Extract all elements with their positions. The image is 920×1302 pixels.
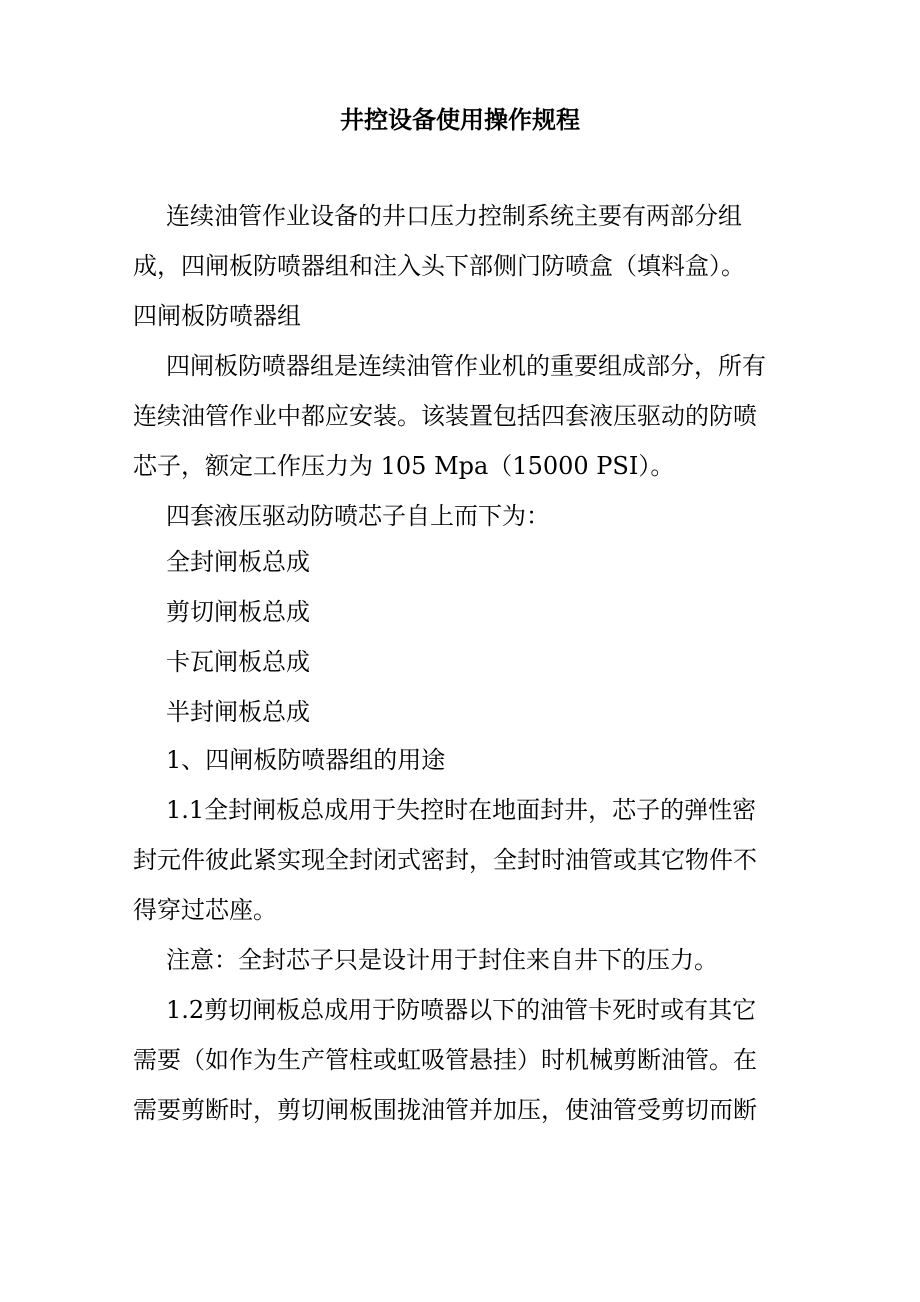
list-item: 半封闸板总成: [166, 698, 310, 726]
paragraph-line: 需要剪断时，剪切闸板围拢油管并加压，使油管受剪切而断: [133, 1096, 757, 1124]
document-title: 井控设备使用操作规程: [340, 105, 580, 134]
list-item: 剪切闸板总成: [166, 598, 310, 626]
paragraph-line: 1.2剪切闸板总成用于防喷器以下的油管卡死时或有其它: [166, 996, 757, 1024]
paragraph-line: 连续油管作业设备的井口压力控制系统主要有两部分组: [166, 202, 742, 230]
paragraph-line: 得穿过芯座。: [133, 896, 277, 924]
paragraph-line: 1.1全封闸板总成用于失控时在地面封井，芯子的弹性密: [166, 796, 757, 824]
note-line: 注意：全封芯子只是设计用于封住来自井下的压力。: [166, 946, 718, 974]
paragraph-line: 四套液压驱动防喷芯子自上而下为：: [166, 502, 550, 530]
list-item: 卡瓦闸板总成: [166, 648, 310, 676]
paragraph-line: 需要（如作为生产管柱或虹吸管悬挂）时机械剪断油管。在: [133, 1046, 757, 1074]
paragraph-line: 封元件彼此紧实现全封闭式密封，全封时油管或其它物件不: [133, 846, 757, 874]
section-heading: 四闸板防喷器组: [133, 302, 301, 330]
paragraph-line: 成，四闸板防喷器组和注入头下部侧门防喷盒（填料盒）。: [133, 252, 745, 280]
list-item: 全封闸板总成: [166, 548, 310, 576]
paragraph-line: 连续油管作业中都应安装。该装置包括四套液压驱动的防喷: [133, 402, 757, 430]
paragraph-line: 四闸板防喷器组是连续油管作业机的重要组成部分，所有: [166, 352, 766, 380]
paragraph-line: 芯子，额定工作压力为 105 Mpa（15000 PSI）。: [133, 452, 675, 480]
section-heading: 1、四闸板防喷器组的用途: [166, 746, 446, 774]
